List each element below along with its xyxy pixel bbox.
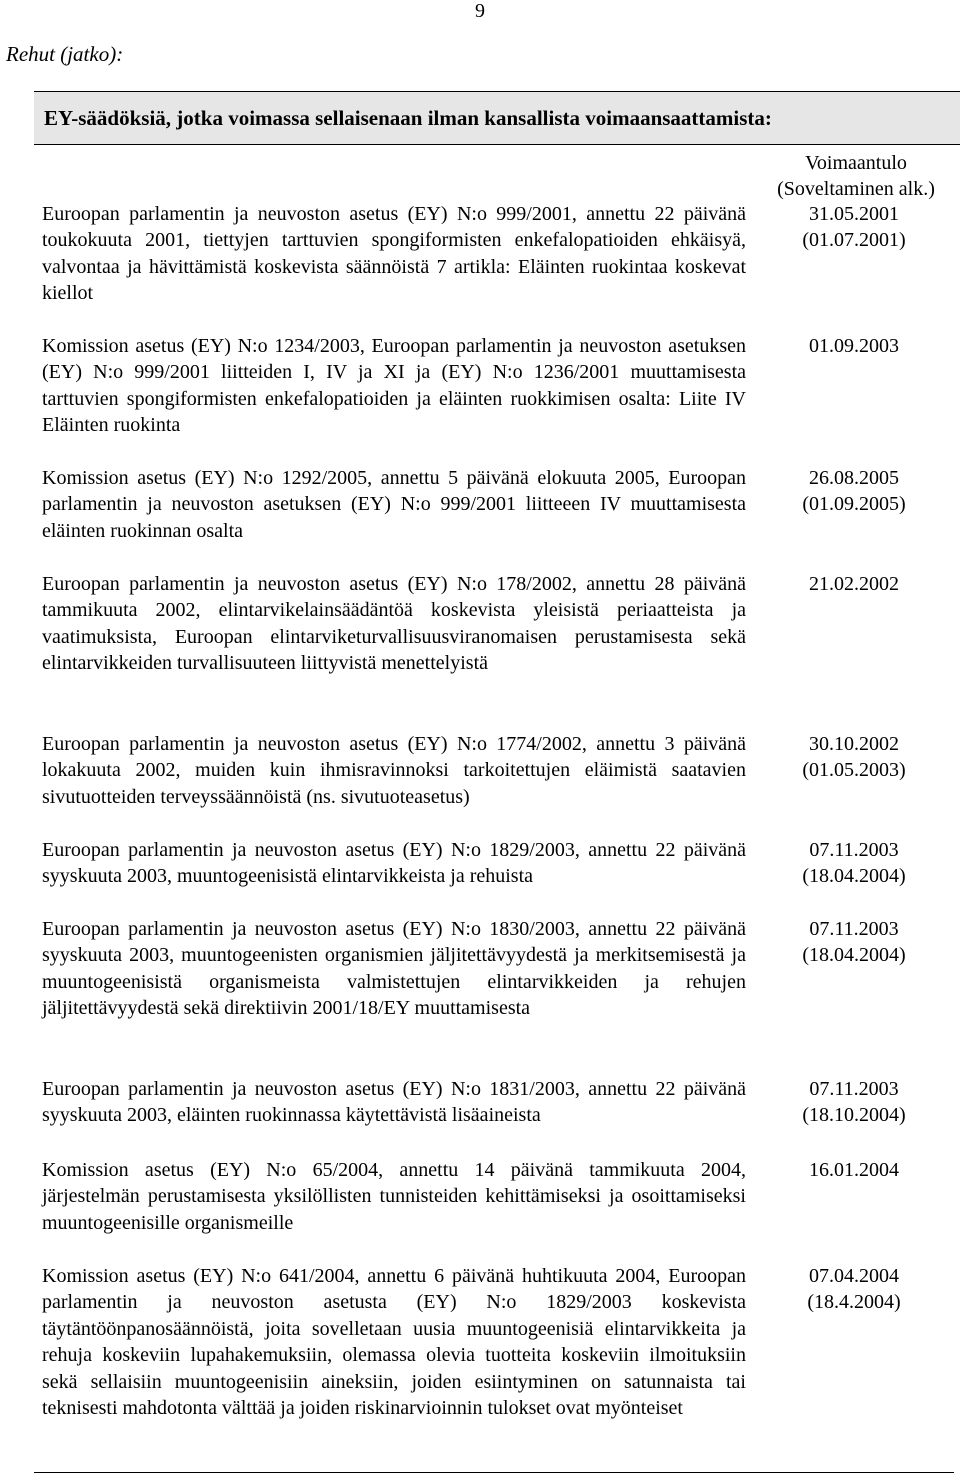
application-date-header-label: (Soveltaminen alk.)	[777, 178, 935, 200]
entry-into-force-date: 07.11.2003	[809, 839, 899, 861]
table-bottom-rule	[34, 1472, 954, 1473]
section-title: Rehut (jatko):	[6, 42, 124, 66]
regulation-description: Komission asetus (EY) N:o 65/2004, annettu 14 päivänä tammikuuta 2004, järjestelmän perustamisesta yksilöllisten tunnisteiden kehittämiseksi ja osoittamiseksi muuntogeenisille organismeille	[42, 1159, 746, 1234]
regulation-dates	[768, 1157, 940, 1183]
entry-into-force-date: 31.05.2001	[809, 203, 899, 225]
regulation-description: Euroopan parlamentin ja neuvoston asetus (EY) N:o 1831/2003, annettu 22 päivänä syyskuuta 2003, eläinten ruokinnassa käytettävistä lisäaineista	[42, 1078, 746, 1127]
application-date: (01.09.2005)	[802, 493, 906, 516]
application-date: (18.04.2004)	[802, 944, 906, 967]
regulation-description: Euroopan parlamentin ja neuvoston asetus (EY) N:o 1774/2002, annettu 3 päivänä lokakuuta 2002, muiden kuin ihmisravinnoksi tarkoitettujen eläimistä saatavien sivutuotteiden terveyssäännöistä (ns. sivutuoteasetus)	[42, 733, 746, 808]
entry-into-force-date: 16.01.2004	[809, 1159, 899, 1181]
regulation-dates	[768, 837, 940, 890]
application-date: (01.07.2001)	[802, 229, 906, 252]
entry-into-force-date: 07.04.2004	[809, 1265, 899, 1287]
table-header-title: EY-säädöksiä, jotka voimassa sellaisenaan ilman kansallista voimaansaattamista:	[44, 106, 772, 130]
regulation-description: Komission asetus (EY) N:o 641/2004, annettu 6 päivänä huhtikuuta 2004, Euroopan parlamentin ja neuvoston asetusta (EY) N:o 1829/2003 koskevista täytäntöönpanosäännöistä, joita sovelletaan uusia muuntogeenisiä elintarvikkeita ja rehuja koskeviin lupahakemuksiin, olemassa olevia tuotteita koskeviin ilmoituksiin sekä sellaisiin muuntogeenisiin aineksiin, joiden esiintyminen on satunnaista tai teknisesti mahdotonta välttää ja joiden riskinarvioinnin tulokset ovat myönteiset	[42, 1265, 746, 1420]
application-date: (18.04.2004)	[802, 865, 906, 888]
entry-into-force-date: 30.10.2002	[809, 733, 899, 755]
application-date: (01.05.2003)	[802, 759, 906, 782]
page-number: 9	[475, 0, 485, 22]
application-date: (18.4.2004)	[807, 1291, 901, 1314]
effective-date-column-header	[756, 150, 956, 202]
regulation-dates	[768, 1263, 940, 1316]
regulation-dates	[768, 571, 940, 597]
regulation-dates	[768, 333, 940, 359]
entry-into-force-date: 07.11.2003	[809, 1078, 899, 1100]
regulation-dates	[768, 465, 940, 518]
entry-into-force-date: 26.08.2005	[809, 467, 899, 489]
regulation-dates	[768, 731, 940, 784]
application-date: (18.10.2004)	[802, 1104, 906, 1127]
table-header	[34, 91, 960, 145]
entry-into-force-date: 21.02.2002	[809, 573, 899, 595]
regulation-description: Komission asetus (EY) N:o 1234/2003, Euroopan parlamentin ja neuvoston asetuksen (EY) N:o 999/2001 liitteiden I, IV ja XI ja (EY) N:o 1236/2001 muuttamisesta tarttuvien spongiformisten enkefalopatioiden ja eläinten ruokkimisen osalta: Liite IV Eläinten ruokinta	[42, 335, 746, 437]
regulation-dates	[768, 916, 940, 969]
regulation-description: Euroopan parlamentin ja neuvoston asetus (EY) N:o 178/2002, annettu 28 päivänä tammikuuta 2002, elintarvikelainsäädäntöä koskevista yleisistä periaatteista ja vaatimuksista, Euroopan elintarviketurvallisuusviranomaisen perustamisesta sekä elintarvikkeiden turvallisuuteen liittyvistä menettelyistä	[42, 573, 746, 675]
regulation-description: Euroopan parlamentin ja neuvoston asetus (EY) N:o 1830/2003, annettu 22 päivänä syyskuuta 2003, muuntogeenisten organismien jäljitettävyydestä ja merkitsemisestä ja muuntogeenisistä organismeista valmistettujen elintarvikkeiden ja rehujen jäljitettävyydestä sekä direktiivin 2001/18/EY muuttamisesta	[42, 918, 746, 1020]
entry-into-force-date: 01.09.2003	[809, 335, 899, 357]
regulation-description: Euroopan parlamentin ja neuvoston asetus (EY) N:o 1829/2003, annettu 22 päivänä syyskuuta 2003, muuntogeenisistä elintarvikkeista ja rehuista	[42, 839, 746, 888]
entry-into-force-date: 07.11.2003	[809, 918, 899, 940]
regulation-dates	[768, 201, 940, 254]
regulation-dates	[768, 1076, 940, 1129]
effective-date-header-label: Voimaantulo	[805, 152, 907, 174]
regulation-description: Komission asetus (EY) N:o 1292/2005, annettu 5 päivänä elokuuta 2005, Euroopan parlamentin ja neuvoston asetuksen (EY) N:o 999/2001 liitteeen IV muuttamisesta eläinten ruokinnan osalta	[42, 467, 746, 542]
regulation-description: Euroopan parlamentin ja neuvoston asetus (EY) N:o 999/2001, annettu 22 päivänä toukokuuta 2001, tiettyjen tarttuvien spongiformisten enkefalopatioiden ehkäisyä, valvontaa ja hävittämistä koskevista säännöistä 7 artikla: Eläinten ruokintaa koskevat kiellot	[42, 203, 746, 305]
